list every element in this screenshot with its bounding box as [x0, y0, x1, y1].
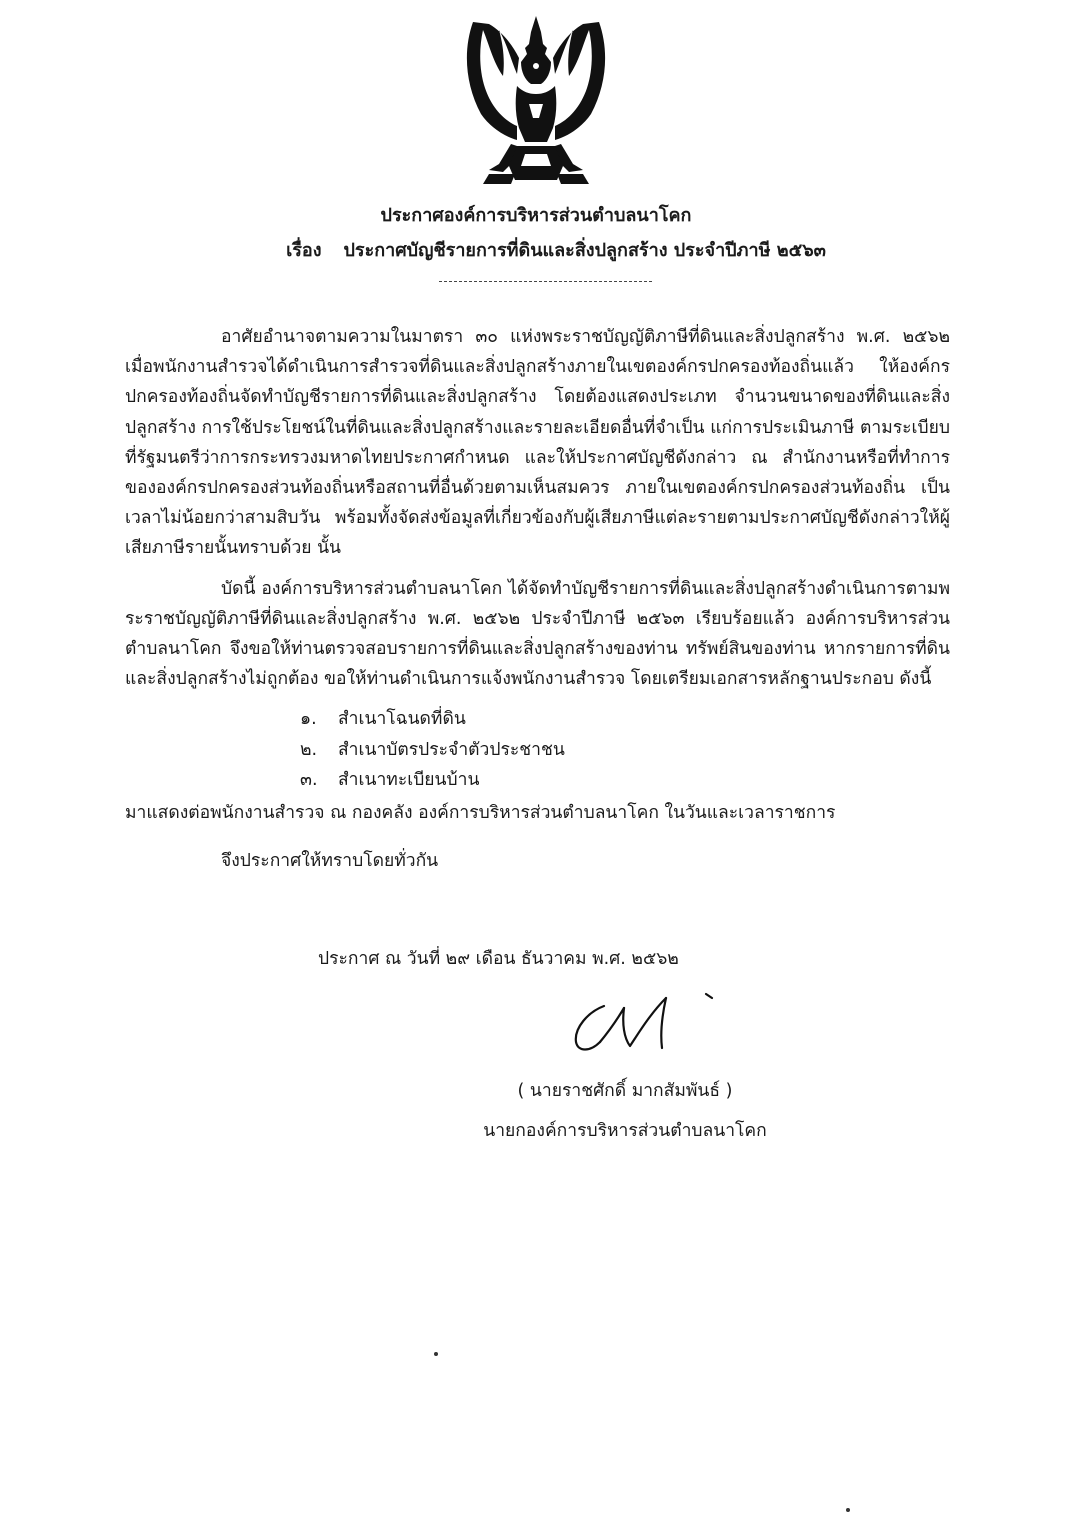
list-item-text: สำเนาโฉนดที่ดิน — [338, 709, 466, 730]
list-item-number: ๒. — [300, 739, 318, 760]
list-item-number: ๑. — [300, 709, 317, 730]
list-item-text: สำเนาทะเบียนบ้าน — [338, 770, 480, 791]
list-item-number: ๓. — [300, 770, 318, 791]
closing-line: มาแสดงต่อพนักงานสำรวจ ณ กองคลัง องค์การบริหารส่วนตำบลนาโคก ในวันและเวลาราชการ — [125, 802, 836, 823]
signer-title: นายกองค์การบริหารส่วนตำบลนาโคก — [483, 1121, 767, 1141]
subject-text: ประกาศบัญชีรายการที่ดินและสิ่งปลูกสร้าง ประจำปีภาษี ๒๕๖๓ — [343, 240, 826, 261]
subject-label: เรื่อง — [286, 240, 322, 261]
paragraph-instructions: บัดนี้ องค์การบริหารส่วนตำบลนาโคก ได้จัดทำบัญชีรายการที่ดินและสิ่งปลูกสร้างดำเนินการตามพระราชบัญญัติภาษีที่ดินและสิ่งปลูกสร้าง พ.ศ. ๒๕๖๒ ประจำปีภาษี ๒๕๖๓ เรียบร้อยแล้ว องค์การบริหารส่วนตำบลนาโคก จึงขอให้ท่านตรวจสอบรายการที่ดินและสิ่งปลูกสร้างของท่าน ทรัพย์สินของท่าน หากรายการที่ดินและสิ่งปลูกสร้างไม่ถูกต้อง ขอให้ท่านดำเนินการแจ้งพนักงานสำรวจ โดยเตรียมเอกสารหลักฐานประกอบ ดังนี้ — [125, 578, 950, 690]
issuer-heading: ประกาศองค์การบริหารส่วนตำบลนาโคก — [380, 205, 692, 226]
list-item — [300, 704, 950, 735]
dashed-divider — [439, 281, 652, 282]
announce-line: จึงประกาศให้ทราบโดยทั่วกัน — [221, 851, 439, 872]
handwritten-signature — [566, 990, 726, 1060]
list-item — [300, 735, 950, 766]
scan-speck — [434, 1352, 438, 1356]
required-documents-list — [125, 704, 950, 796]
announcement-body — [125, 322, 950, 876]
list-item-text: สำเนาบัตรประจำตัวประชาชน — [338, 739, 565, 760]
list-item — [300, 765, 950, 796]
paragraph-legal-basis: อาศัยอำนาจตามความในมาตรา ๓๐ แห่งพระราชบัญญัติภาษีที่ดินและสิ่งปลูกสร้าง พ.ศ. ๒๕๖๒ เมื่อพนักงานสำรวจได้ดำเนินการสำรวจที่ดินและสิ่งปลูกสร้างภายในเขตองค์กรปกครองท้องถิ่นแล้ว ให้องค์กรปกครองท้องถิ่นจัดทำบัญชีรายการที่ดินและสิ่งปลูกสร้าง โดยต้องแสดงประเภท จำนวนขนาดของที่ดินและสิ่งปลูกสร้าง การใช้ประโยชน์ในที่ดินและสิ่งปลูกสร้างและรายละเอียดอื่นที่จำเป็น แก่การประเมินภาษี ตามระเบียบที่รัฐมนตรีว่าการกระทรวงมหาดไทยประกาศกำหนด และให้ประกาศบัญชีดังกล่าว ณ สำนักงานหรือที่ทำการขององค์กรปกครองส่วนท้องถิ่นหรือสถานที่อื่นด้วยตามเห็นสมควร ภายในเขตองค์กรปกครองส่วนท้องถิ่น เป็นเวลาไม่น้อยกว่าสามสิบวัน พร้อมทั้งจัดส่งข้อมูลที่เกี่ยวข้องกับผู้เสียภาษีแต่ละรายตามประกาศบัญชีดังกล่าวให้ผู้เสียภาษีรายนั้นทราบด้วย นั้น — [125, 327, 950, 559]
garuda-emblem-icon — [459, 14, 613, 186]
announcement-date: ประกาศ ณ วันที่ ๒๙ เดือน ธันวาคม พ.ศ. ๒๕๖๒ — [318, 949, 679, 969]
subject-heading — [20, 235, 1072, 264]
signer-name: ( นายราชศักดิ์ มากสัมพันธ์ ) — [517, 1081, 733, 1101]
scan-speck — [846, 1508, 850, 1512]
